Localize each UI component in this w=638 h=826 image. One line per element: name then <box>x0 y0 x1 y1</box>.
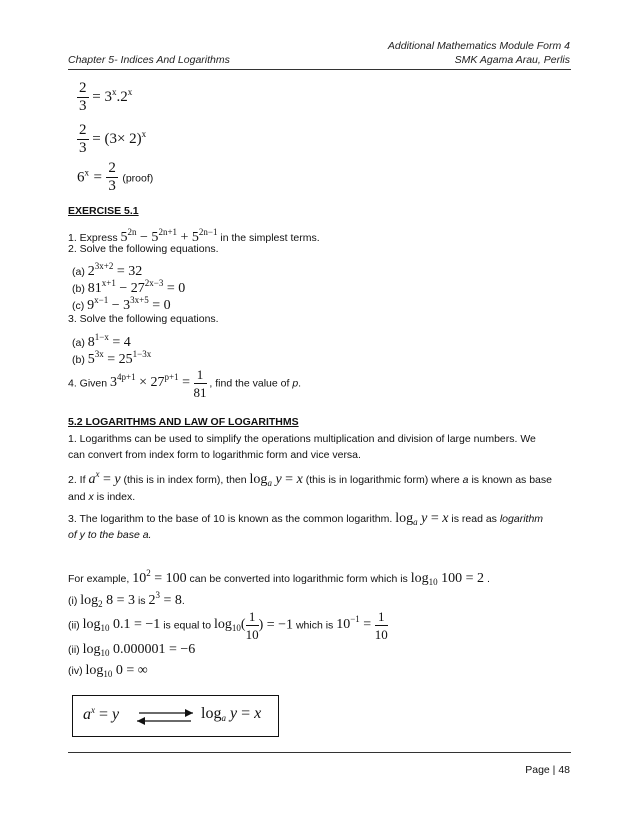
header-rule <box>68 69 571 70</box>
exercise-q2c: (c) $9^{x-1} - 3^{3x+5} = 0$ <box>72 295 171 313</box>
section-p1b: can convert from index form to logarithmic form and vice versa. <box>68 449 361 461</box>
module-title: Additional Mathematics Module Form 4 <box>387 40 570 52</box>
exercise-title: EXERCISE 5.1 <box>68 205 139 217</box>
example-iv: (iv) $\log_{10} 0$ = ∞ <box>68 663 148 679</box>
exercise-q3b: (b) $5^{3x} = 25^{1-3x}$ <box>72 349 152 367</box>
exercise-q2a: (a) $2^{3x+2} = 32$ <box>72 261 143 279</box>
section-p3a: 3. The logarithm to the base of 10 is known as the common logarithm. $\log_a y = x$ is read as logarithm <box>68 511 544 527</box>
section-title: 5.2 LOGARITHMS AND LAW OF LOGARITHMS <box>68 416 299 428</box>
exercise-q1: 1. Express $5^{2n} - 5^{2n+1} + 5^{2n-1}$ in the simplest terms. <box>68 227 320 245</box>
section-p1a: 1. Logarithms can be used to simplify the operations multiplication and division of large numbers. We <box>68 433 536 445</box>
log-form: $\log_a y = x$ <box>201 705 262 723</box>
exercise-q2: 2. Solve the following equations. <box>68 243 219 255</box>
section-p3b: of y to the base a. <box>68 529 152 541</box>
exercise-q2b: (b) $81^{x+1} - 27^{2x-3} = 0$ <box>72 278 186 296</box>
proof-line-2: $\frac{2}{3}$ = $(3\times 2)^x$ <box>79 122 147 156</box>
exercise-q4: 4. Given $3^{4p+1} \times 27^{p+1}$ = $\frac{1}{81}$ , find the value of p. <box>68 367 302 400</box>
school-name: SMK Agama Arau, Perlis <box>454 54 570 66</box>
exercise-q3a: (a) $8^{1-x} = 4$ <box>72 332 131 350</box>
section-p2b: and x is index. <box>68 491 136 503</box>
proof-line-1: $\frac{2}{3}$ = $3^x.2^x$ <box>79 80 133 114</box>
exercise-q3: 3. Solve the following equations. <box>68 313 219 325</box>
two-way-arrow-icon <box>135 706 195 728</box>
page-number: Page | 48 <box>525 764 570 776</box>
example-ii: (ii) $\log_{10} 0.1 = -1$ is equal to $\log_{10}$( $\frac{1}{10}$ ) = −1 which is $10^{-1}$ = $\frac{1}{10}$ <box>68 609 388 642</box>
footer-rule <box>68 752 571 753</box>
relation-box <box>72 695 279 737</box>
example-line: For example, $10^2 = 100$ can be converted into logarithmic form which is $\log_{10} 100 = 2$ . <box>68 568 490 587</box>
example-ii-second: (ii) $\log_{10} 0.000001 = -6$ <box>68 642 196 658</box>
section-p2a: 2. If $a^x = y$ (this is in index form), then $\log_a y = x$ (this is in logarithmic form) where a is known as base <box>68 469 552 488</box>
chapter-title: Chapter 5- Indices And Logarithms <box>68 54 230 66</box>
index-form: $a^x = y$ <box>83 705 120 723</box>
example-i: (i) $\log_2 8 = 3$ is $2^3 = 8$. <box>68 590 185 609</box>
proof-line-3: 6$^x$ = $\frac{2}{3}$ (proof) <box>77 160 154 194</box>
